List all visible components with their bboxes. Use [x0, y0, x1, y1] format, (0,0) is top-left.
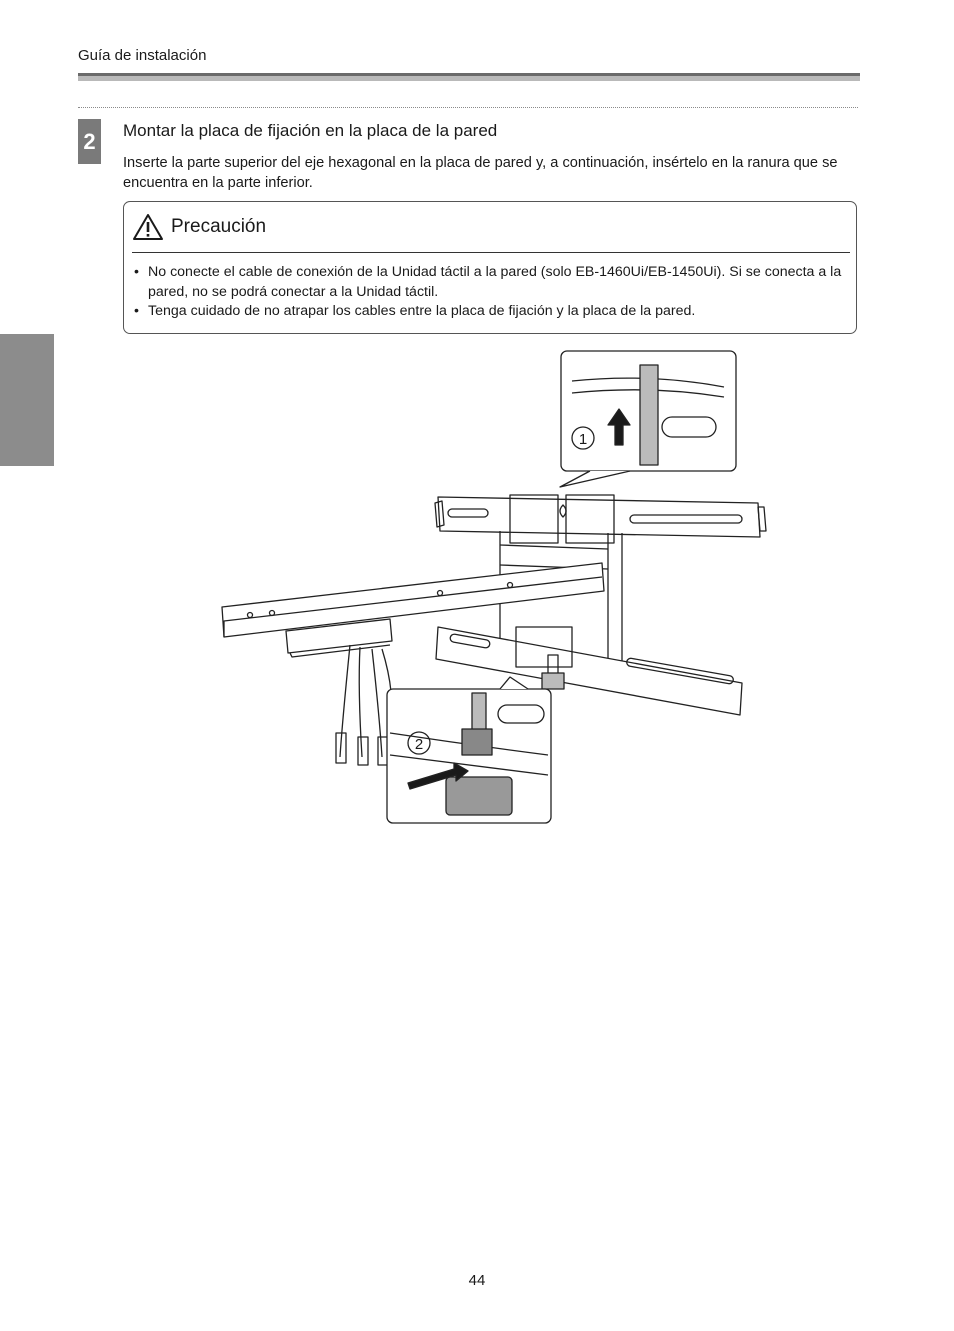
- section-divider: [78, 107, 858, 108]
- caution-list: [132, 263, 852, 322]
- page-number: 44: [468, 1272, 486, 1289]
- callout-2-label: 2: [414, 736, 424, 753]
- chapter-side-tab: [0, 334, 54, 466]
- detail-callout-bottom: [387, 677, 551, 823]
- caution-item: • No conecte el cable de conexión de la Unidad táctil a la pared (solo EB-1460Ui/EB-1450Ui). Si se conecta a la pared, no se podrá conectar a la Unidad táctil.: [132, 263, 852, 302]
- wall-plate-top-bar: [435, 495, 766, 543]
- caution-header: [132, 213, 266, 241]
- step-number-badge: 2: [78, 119, 101, 164]
- installation-illustration: [210, 345, 780, 835]
- caution-item: • Tenga cuidado de no atrapar los cables entre la placa de fijación y la placa de la pared.: [132, 302, 852, 322]
- header-title: Guía de instalación: [78, 47, 207, 64]
- callout-1-label: 1: [578, 431, 588, 448]
- extension-arm: [222, 563, 604, 657]
- caution-box: [123, 201, 857, 334]
- step-description: Inserte la parte superior del eje hexagonal en la placa de pared y, a continuación, insértelo en la ranura que se encuentra en la parte inferior.: [123, 155, 838, 191]
- caution-title: Precaución: [171, 216, 267, 237]
- header-rule: [78, 73, 860, 81]
- step-title: Montar la placa de fijación en la placa de la pared: [123, 121, 498, 140]
- cables: [336, 645, 392, 765]
- detail-callout-top: [560, 351, 736, 487]
- caution-divider: [132, 252, 850, 253]
- warning-triangle-icon: [132, 213, 164, 241]
